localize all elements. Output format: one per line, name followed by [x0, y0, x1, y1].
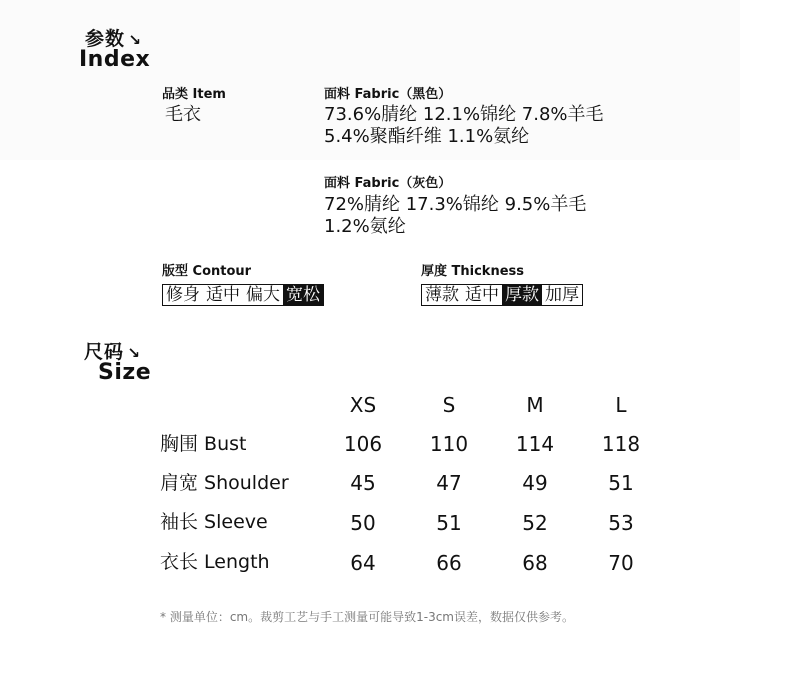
fabric-black-label: 面料 Fabric（黑色） — [324, 87, 452, 102]
fabric-black-composition — [324, 104, 604, 148]
fabric-grey-line-2: 1.2%氨纶 — [324, 216, 406, 237]
index-title-cn: 参数 — [85, 28, 126, 50]
row-label-length: 衣长 Length — [160, 551, 270, 573]
table-cell: 118 — [601, 432, 641, 456]
table-cell: 64 — [350, 551, 376, 575]
contour-label: 版型 Contour — [162, 264, 252, 279]
thickness-option: 薄款 — [425, 285, 459, 305]
table-cell: 52 — [522, 511, 548, 535]
table-cell: 47 — [436, 471, 462, 495]
thickness-scale — [421, 284, 583, 306]
thickness-option-selected: 厚款 — [502, 285, 542, 305]
table-cell: 66 — [436, 551, 462, 575]
table-cell: 114 — [515, 432, 555, 456]
fabric-grey-label: 面料 Fabric（灰色） — [324, 176, 452, 191]
measurement-note: * 测量单位：cm。裁剪工艺与手工测量可能导致1-3cm误差，数据仅供参考。 — [160, 610, 574, 624]
size-header: S — [442, 393, 456, 417]
contour-option: 适中 — [206, 285, 240, 305]
row-label-bust: 胸围 Bust — [160, 433, 247, 455]
size-title-en: Size — [98, 360, 152, 385]
size-title-cn: 尺码 — [84, 341, 125, 363]
table-cell: 106 — [343, 432, 383, 456]
contour-option-selected: 宽松 — [283, 285, 323, 305]
table-cell: 70 — [608, 551, 634, 575]
index-title-en: Index — [79, 47, 151, 72]
table-cell: 51 — [436, 511, 462, 535]
table-cell: 51 — [608, 471, 634, 495]
contour-option: 修身 — [166, 285, 200, 305]
contour-option: 偏大 — [246, 285, 280, 305]
fabric-grey-line-1: 72%腈纶 17.3%锦纶 9.5%羊毛 — [324, 194, 587, 215]
index-section-header — [79, 24, 151, 72]
size-header: M — [526, 393, 544, 417]
fabric-grey-composition — [324, 194, 586, 238]
size-header: L — [615, 393, 627, 417]
table-cell: 110 — [429, 432, 469, 456]
contour-scale — [162, 284, 324, 306]
thickness-option: 加厚 — [545, 285, 579, 305]
row-label-sleeve: 袖长 Sleeve — [160, 511, 268, 533]
fabric-black-line-2: 5.4%聚酯纤维 1.1%氨纶 — [324, 126, 530, 147]
fabric-black-line-1: 73.6%腈纶 12.1%锦纶 7.8%羊毛 — [324, 104, 604, 125]
arrow-down-right-icon: ↓ — [124, 29, 147, 51]
table-cell: 45 — [350, 471, 376, 495]
thickness-option: 适中 — [465, 285, 499, 305]
size-header: XS — [349, 393, 377, 417]
arrow-down-right-icon: ↓ — [123, 342, 146, 364]
table-cell: 68 — [522, 551, 548, 575]
size-section-header — [84, 337, 151, 385]
table-cell: 49 — [522, 471, 548, 495]
row-label-shoulder: 肩宽 Shoulder — [160, 472, 289, 494]
table-cell: 53 — [608, 511, 634, 535]
item-value: 毛衣 — [165, 104, 201, 125]
thickness-label: 厚度 Thickness — [421, 264, 525, 279]
item-label: 品类 Item — [162, 87, 226, 102]
table-cell: 50 — [350, 511, 376, 535]
